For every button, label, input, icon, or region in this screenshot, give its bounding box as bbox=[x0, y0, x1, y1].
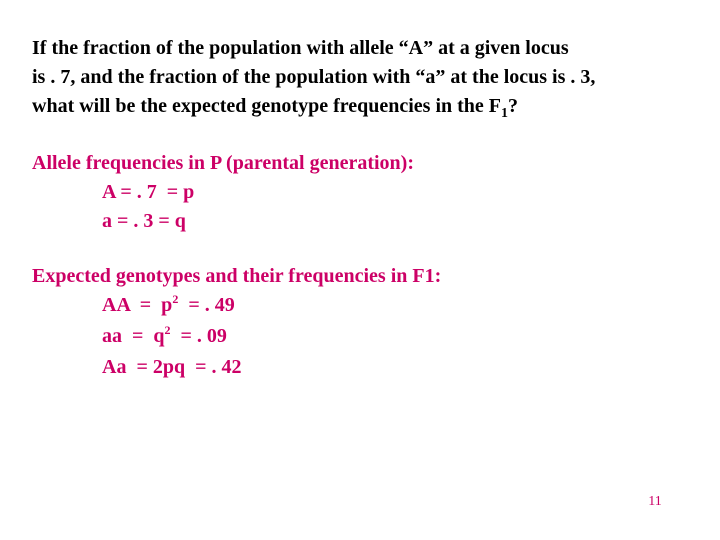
genotype-AA-value: = . 49 bbox=[178, 294, 235, 316]
genotype-row-Aa bbox=[32, 353, 672, 382]
question-line-2: is . 7, and the fraction of the population with “a” at the locus is . 3, bbox=[32, 66, 596, 88]
question-line-3-end: ? bbox=[508, 95, 519, 117]
q-squared-superscript: 2 bbox=[164, 323, 171, 337]
page-number: 11 bbox=[648, 494, 662, 509]
allele-row-a: a = . 3 = q bbox=[102, 210, 186, 232]
genotype-frequencies-section bbox=[32, 262, 672, 382]
f1-subscript: 1 bbox=[501, 106, 509, 121]
question-line-1: If the fraction of the population with allele “A” at a given locus bbox=[32, 37, 569, 59]
genotype-AA-expr: AA = p bbox=[102, 294, 173, 316]
p-squared-superscript: 2 bbox=[172, 292, 179, 306]
genotype-aa-value: = . 09 bbox=[170, 325, 227, 347]
allele-section-heading: Allele frequencies in P (parental generation): bbox=[32, 152, 414, 174]
allele-frequencies-section bbox=[32, 149, 672, 236]
genotype-aa-expr: aa = q bbox=[102, 325, 165, 347]
question-line-3 bbox=[32, 92, 704, 123]
question-line-3-text: what will be the expected genotype frequencies in the F bbox=[32, 95, 502, 117]
genotype-Aa-expr: Aa = 2pq = . 42 bbox=[102, 356, 242, 378]
genotype-section-heading: Expected genotypes and their frequencies in F1: bbox=[32, 265, 442, 287]
genotype-row-AA bbox=[32, 291, 672, 322]
allele-row-A: A = . 7 = p bbox=[102, 181, 195, 203]
genotype-row-aa bbox=[32, 322, 672, 353]
question-text bbox=[32, 34, 704, 123]
